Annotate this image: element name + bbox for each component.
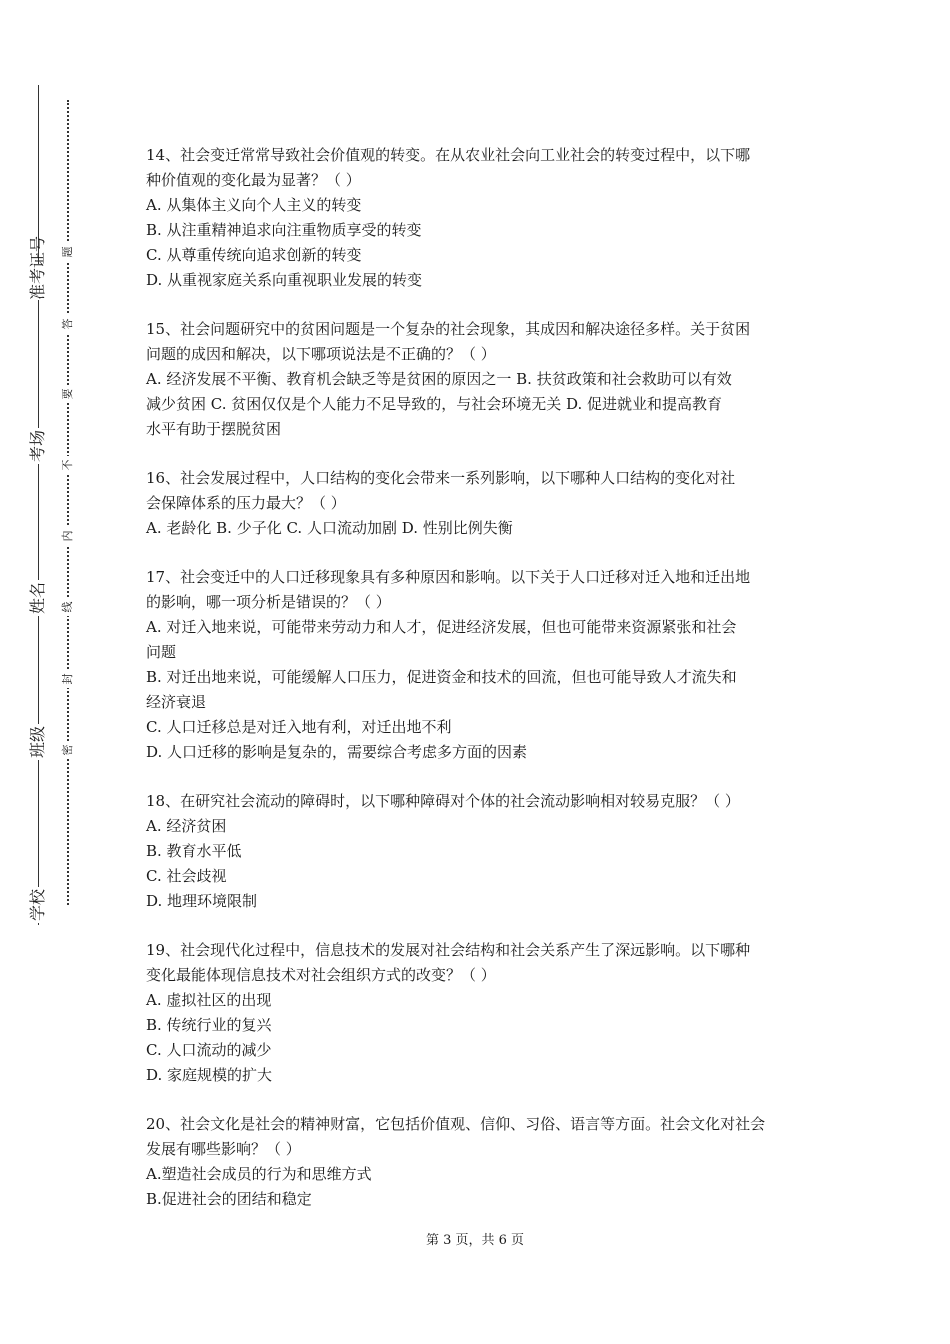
- question-stem: 变化最能体现信息技术对社会组织方式的改变？（ ）: [146, 966, 496, 984]
- option-a: A. 虚拟社区的出现: [146, 991, 272, 1009]
- option-a: A. 对迁入地来说，可能带来劳动力和人才，促进经济发展，但也可能带来资源紧张和社会: [146, 618, 737, 636]
- options-line: A. 经济发展不平衡、教育机会缺乏等是贫困的原因之一 B. 扶贫政策和社会救助可以有效: [146, 370, 732, 388]
- question-stem: 会保障体系的压力最大？（ ）: [146, 494, 346, 512]
- option-b: B. 从注重精神追求向注重物质享受的转变: [146, 221, 422, 239]
- option-c: C. 社会歧视: [146, 867, 227, 885]
- question-18: [146, 789, 814, 914]
- page-footer: 第 3 页，共 6 页: [425, 1233, 525, 1248]
- question-stem: 16、社会发展过程中，人口结构的变化会带来一系列影响，以下哪种人口结构的变化对社: [146, 469, 736, 487]
- option-b: B. 传统行业的复兴: [146, 1016, 272, 1034]
- option-b: 经济衰退: [146, 693, 207, 711]
- options-line: 水平有助于摆脱贫困: [146, 420, 282, 438]
- option-d: D. 人口迁移的影响是复杂的，需要综合考虑多方面的因素: [146, 743, 528, 761]
- option-c: C. 人口迁移总是对迁入地有利，对迁出地不利: [146, 718, 452, 736]
- option-c: C. 人口流动的减少: [146, 1041, 272, 1059]
- binding-solid-line: [38, 85, 39, 925]
- option-d: D. 地理环境限制: [146, 892, 258, 910]
- question-16: [146, 466, 814, 541]
- option-d: D. 从重视家庭关系向重视职业发展的转变: [146, 271, 423, 289]
- question-20: [146, 1112, 814, 1212]
- exam-number-label: 准考证号: [20, 264, 56, 300]
- seal-char: 线: [59, 598, 77, 616]
- question-stem: 15、社会问题研究中的贫困问题是一个复杂的社会现象，其成因和解决途径多样。关于贫困: [146, 320, 751, 338]
- option-c: C. 从尊重传统向追求创新的转变: [146, 246, 362, 264]
- question-stem: 19、社会现代化过程中，信息技术的发展对社会结构和社会关系产生了深远影响。以下哪种: [146, 941, 751, 959]
- question-list: [146, 143, 814, 1236]
- option-a: 问题: [146, 643, 177, 661]
- seal-char: 答: [59, 315, 77, 333]
- seal-char: 不: [59, 456, 77, 474]
- question-stem: 14、社会变迁常常导致社会价值观的转变。在从农业社会向工业社会的转变过程中，以下哪: [146, 146, 751, 164]
- question-stem: 17、社会变迁中的人口迁移现象具有多种原因和影响。以下关于人口迁移对迁入地和迁出地: [146, 568, 751, 586]
- option-a: A. 从集体主义向个人主义的转变: [146, 196, 362, 214]
- exam-room-label: 考场: [20, 428, 56, 464]
- seal-char: 要: [59, 385, 77, 403]
- name-label: 姓名: [20, 580, 56, 616]
- question-19: [146, 938, 814, 1088]
- class-label: 班级: [20, 724, 56, 760]
- option-d: D. 家庭规模的扩大: [146, 1066, 273, 1084]
- option-b: B. 对迁出地来说，可能缓解人口压力，促进资金和技术的回流，但也可能导致人才流失和: [146, 668, 737, 686]
- options-line: A. 老龄化 B. 少子化 C. 人口流动加剧 D. 性别比例失衡: [146, 519, 513, 537]
- seal-char: 密: [59, 741, 77, 759]
- binding-dotted-line: [67, 100, 69, 905]
- question-stem: 发展有哪些影响？（ ）: [146, 1140, 301, 1158]
- option-a: A.塑造社会成员的行为和思维方式: [146, 1165, 372, 1183]
- option-a: A. 经济贫困: [146, 817, 227, 835]
- question-15: [146, 317, 814, 442]
- question-stem: 的影响，哪一项分析是错误的？（ ）: [146, 593, 391, 611]
- option-b: B.促进社会的团结和稳定: [146, 1190, 312, 1208]
- question-17: [146, 565, 814, 765]
- question-stem: 问题的成因和解决，以下哪项说法是不正确的？（ ）: [146, 345, 496, 363]
- question-14: [146, 143, 814, 293]
- school-label: 学校: [20, 887, 56, 923]
- option-b: B. 教育水平低: [146, 842, 242, 860]
- seal-char: 封: [59, 670, 77, 688]
- question-stem: 18、在研究社会流动的障碍时，以下哪种障碍对个体的社会流动影响相对较易克服？（ ）: [146, 792, 740, 810]
- binding-margin: [0, 0, 110, 1344]
- question-stem: 种价值观的变化最为显著？（ ）: [146, 171, 361, 189]
- question-stem: 20、社会文化是社会的精神财富，它包括价值观、信仰、习俗、语言等方面。社会文化对社会: [146, 1115, 766, 1133]
- options-line: 减少贫困 C. 贫困仅仅是个人能力不足导致的，与社会环境无关 D. 促进就业和提高教育: [146, 395, 723, 413]
- seal-char: 内: [59, 527, 77, 545]
- seal-char: 题: [59, 243, 77, 261]
